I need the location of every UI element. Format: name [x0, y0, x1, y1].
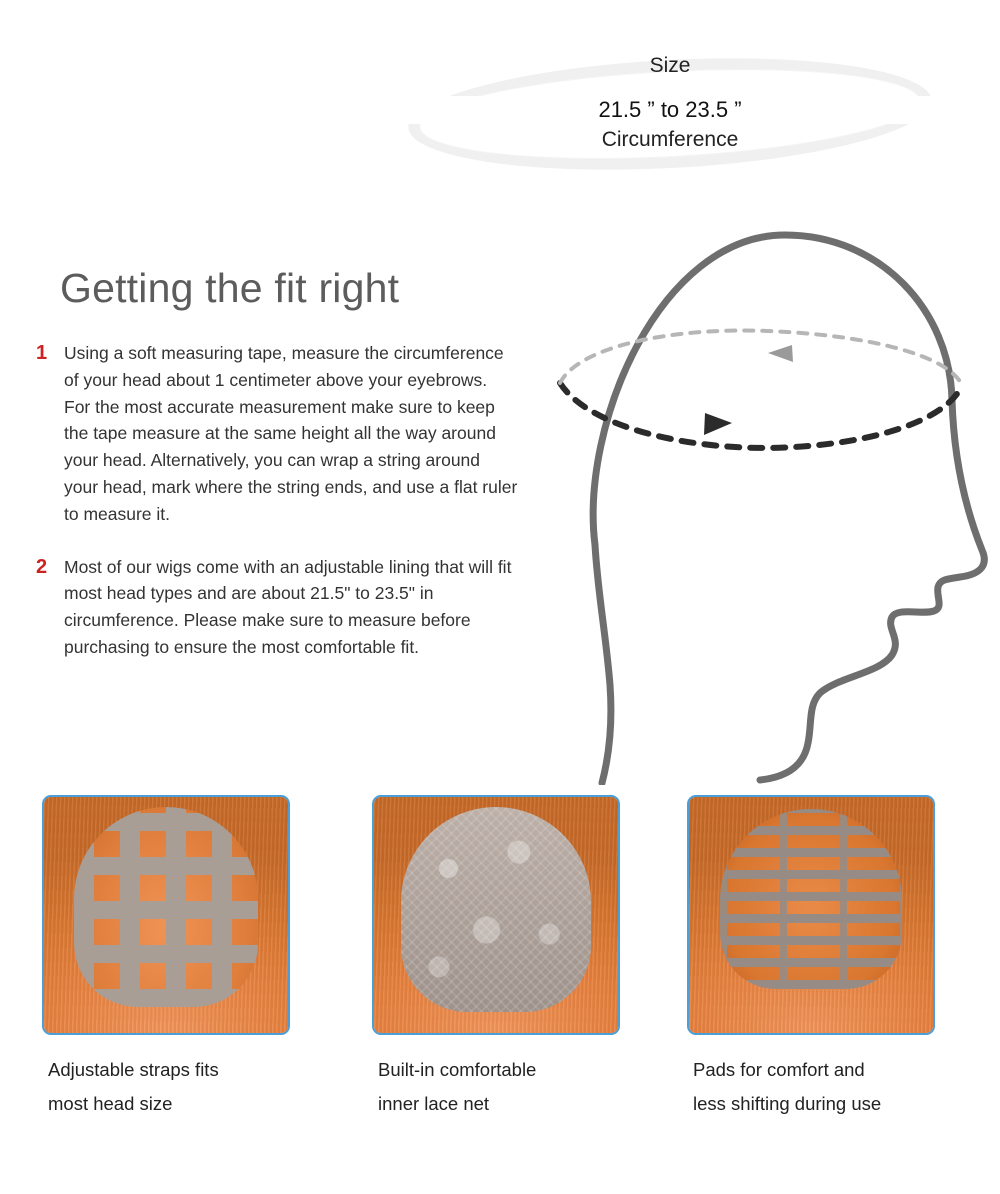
caption-line-2: most head size	[48, 1093, 173, 1114]
feature-card-caption	[372, 1053, 622, 1121]
cap-strap-grid	[74, 807, 258, 1007]
instruction-step-1	[28, 340, 518, 528]
wig-cap-inner-lace-net-image	[372, 795, 620, 1035]
head-outline-path	[593, 235, 984, 780]
step-number: 2	[36, 555, 48, 578]
step-text: Most of our wigs come with an adjustable lining that will fit most head types and are about 21.5" to 23.5" in circumference. Please make sure to measure before purchasing to ensure the most comfortable fit.	[64, 556, 512, 657]
neck-outline-path	[595, 545, 611, 783]
head-profile-diagram	[520, 215, 1000, 785]
feature-card-caption	[42, 1053, 292, 1121]
measure-direction-arrow-back-icon	[768, 345, 793, 362]
size-caption: Circumference	[601, 128, 739, 151]
caption-line-1: Adjustable straps fits	[48, 1059, 219, 1080]
caption-line-2: inner lace net	[378, 1093, 490, 1114]
caption-line-1: Pads for comfort and	[693, 1059, 865, 1080]
cap-pad-wefts	[720, 809, 902, 989]
instruction-step-2	[28, 554, 518, 661]
feature-card-adjustable-straps	[42, 795, 292, 1121]
size-ring-diagram	[400, 48, 940, 183]
caption-line-2: less shifting during use	[693, 1093, 882, 1114]
page-title: Getting the fit right	[60, 265, 400, 312]
wig-cap-comfort-pads-image	[687, 795, 935, 1035]
measure-tape-front-dashed	[560, 383, 962, 448]
wig-cap-adjustable-straps-image	[42, 795, 290, 1035]
feature-card-inner-lace-net	[372, 795, 622, 1121]
size-label: Size	[649, 54, 691, 77]
cap-lace-net	[401, 807, 591, 1012]
size-value: 21.5 ” to 23.5 ”	[400, 96, 940, 124]
measure-direction-arrow-front-icon	[704, 413, 732, 435]
caption-line-1: Built-in comfortable	[378, 1059, 537, 1080]
step-text: Using a soft measuring tape, measure the circumference of your head about 1 centimeter above your eyebrows. For the most accurate measurement make sure to keep the tape measure at the same height all the way around your head. Alternatively, you can wrap a string around your head, mark where the string ends, and use a flat ruler to measure it.	[64, 343, 518, 524]
instructions-list	[28, 340, 518, 687]
step-number: 1	[36, 342, 48, 364]
feature-card-comfort-pads	[687, 795, 937, 1121]
feature-card-caption	[687, 1053, 937, 1121]
